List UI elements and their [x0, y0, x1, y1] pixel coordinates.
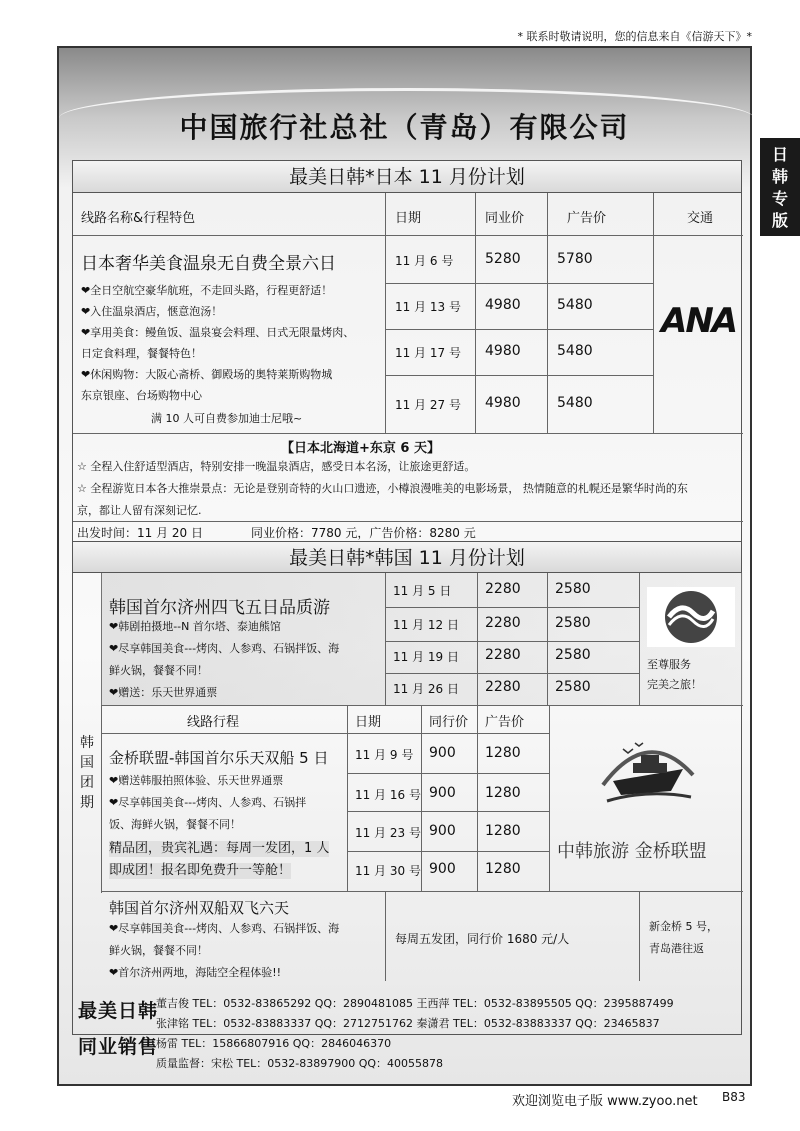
ship-line: 新金桥 5 号，	[649, 920, 718, 933]
divider	[385, 283, 653, 284]
side-tab-char: 版	[771, 211, 788, 230]
divider	[385, 193, 386, 433]
date-cell: 11 月 27 号	[395, 398, 461, 412]
divider	[477, 705, 478, 891]
divider	[347, 811, 549, 812]
divider	[385, 375, 653, 376]
divider	[549, 705, 550, 891]
side-label-char: 国	[80, 755, 94, 771]
hokkaido-price: 同业价格：7780 元，广告价格：8280 元	[251, 526, 476, 540]
top-note: * 联系时敬请说明，您的信息来自《信游天下》*	[517, 30, 752, 43]
divider	[347, 705, 348, 891]
feature-line: ❤全日空航空豪华航班，不走回头路，行程更舒适！	[81, 284, 333, 297]
ad-price-cell: 2580	[555, 615, 591, 631]
date-cell: 11 月 30 号	[355, 864, 421, 878]
date-cell: 11 月 17 号	[395, 346, 461, 360]
company-title: 中国旅行社总社（青岛）有限公司	[179, 111, 630, 144]
side-tab-char: 日	[771, 145, 788, 164]
cruise-ship-icon	[593, 735, 703, 815]
contacts	[156, 994, 674, 1074]
peer-price-cell: 900	[429, 861, 456, 877]
peer-price-cell: 900	[429, 785, 456, 801]
promo-line: 即成团！报名即免费升一等舱！	[109, 863, 292, 878]
feature-line: ❤入住温泉酒店，惬意泡汤！	[81, 305, 223, 318]
ad-price-cell: 1280	[485, 823, 521, 839]
side-label-char: 期	[80, 795, 94, 811]
divider	[639, 891, 640, 981]
alliance-logo-text: 中韩旅游 金桥联盟	[557, 841, 707, 862]
korea-logo-icon	[647, 587, 735, 647]
japan-tour-name: 日本奢华美食温泉无自费全景六日	[81, 254, 336, 274]
peer-price-cell: 900	[429, 823, 456, 839]
contact-line: 张津铭 TEL：0532-83883337 QQ：2712751762 秦潇君 TEL：0532-83883337 QQ：23465837	[156, 1017, 660, 1030]
date-cell: 11 月 6 号	[395, 254, 454, 268]
ad-price-cell: 5480	[557, 297, 593, 313]
ad-price-cell: 5480	[557, 395, 593, 411]
feature-line: 东京银座、台场购物中心	[81, 389, 202, 402]
divider	[639, 573, 640, 705]
korea-side-label	[80, 733, 96, 813]
header-peer-price: 同业价	[485, 211, 525, 226]
hokkaido-title: 【日本北海道+东京 6 天】	[281, 441, 440, 456]
divider	[73, 433, 743, 434]
date-cell: 11 月 9 号	[355, 748, 414, 762]
divider	[477, 573, 478, 705]
feature-line: ❤赠送：乐天世界通票	[109, 686, 218, 699]
divider	[421, 705, 422, 891]
ad-price-cell: 5780	[557, 251, 593, 267]
ad-price-cell: 2580	[555, 679, 591, 695]
page-number: B83	[722, 1090, 746, 1104]
tour3-price: 每周五发团，同行价 1680 元/人	[395, 932, 570, 946]
content-box	[72, 160, 742, 1035]
divider	[385, 329, 653, 330]
divider	[73, 235, 743, 236]
header-transport: 交通	[687, 211, 714, 226]
ship-line: 青岛港往返	[649, 942, 704, 955]
ad-price-cell: 2580	[555, 581, 591, 597]
service-line: 完美之旅！	[647, 678, 702, 691]
feature-line: 鲜火锅，餐餐不同！	[109, 944, 208, 957]
hokkaido-depart: 出发时间：11 月 20 日	[77, 526, 203, 540]
contact-line: 董吉俊 TEL：0532-83865292 QQ：2890481085 王西萍 TEL：0532-83895505 QQ：2395887499	[156, 997, 674, 1010]
header-date: 日期	[395, 211, 422, 226]
japan-section-title: 最美日韩*日本 11 月份计划	[73, 161, 741, 193]
divider	[385, 891, 386, 981]
ad-price-cell: 1280	[485, 745, 521, 761]
divider	[475, 193, 476, 433]
divider	[73, 521, 743, 522]
ad-price-cell: 1280	[485, 861, 521, 877]
divider	[101, 733, 549, 734]
feature-line: ❤休闲购物：大阪心斋桥、御殿场的奥特莱斯购物城	[81, 368, 333, 381]
peer-price-cell: 2280	[485, 647, 521, 663]
divider	[347, 851, 549, 852]
divider	[101, 891, 743, 892]
feature-line: ❤享用美食：鳗鱼饭、温泉宴会料理、日式无限量烤肉、	[81, 326, 355, 339]
feature-line: ❤赠送韩服拍照体验、乐天世界通票	[109, 774, 284, 787]
divider	[347, 773, 549, 774]
contact-line: 质量监督：宋松 TEL：0532-83897900 QQ：40055878	[156, 1057, 444, 1070]
peer-price-cell: 900	[429, 745, 456, 761]
side-tab-char: 专	[771, 189, 788, 208]
feature-line: 鲜火锅，餐餐不同！	[109, 664, 208, 677]
korea-section-title: 最美日韩*韩国 11 月份计划	[73, 541, 741, 573]
header-ad-price: 广告价	[485, 715, 525, 730]
divider	[385, 641, 639, 642]
hokkaido-line: ☆ 全程入住舒适型酒店，特别安排一晚温泉酒店，感受日本名汤，让旅途更舒适。	[77, 460, 476, 473]
peer-price-cell: 2280	[485, 679, 521, 695]
date-cell: 11 月 13 号	[395, 300, 461, 314]
side-tab	[760, 138, 800, 236]
divider	[385, 673, 639, 674]
divider	[547, 193, 548, 433]
footer-welcome: 欢迎浏览电子版 www.zyoo.net	[512, 1094, 698, 1109]
peer-price-cell: 4980	[485, 343, 521, 359]
side-label-char: 韩	[80, 735, 94, 751]
ad-price-cell: 2580	[555, 647, 591, 663]
hokkaido-line: 京，都让人留有深刻记忆.	[77, 504, 202, 517]
korea-tour2-name: 金桥联盟-韩国首尔乐天双船 5 日	[109, 749, 329, 767]
peer-price-cell: 4980	[485, 297, 521, 313]
date-cell: 11 月 19 日	[393, 650, 459, 664]
divider	[101, 705, 743, 706]
feature-line: ❤尽享韩国美食---烤肉、人参鸡、石锅拌	[109, 796, 307, 809]
promo-line: 精品团，贵宾礼遇：每周一发团，1 人	[109, 841, 330, 856]
sales-label	[78, 993, 158, 1065]
ad-price-cell: 5480	[557, 343, 593, 359]
ad-price-cell: 1280	[485, 785, 521, 801]
korea-tour1-name: 韩国首尔济州四飞五日品质游	[109, 598, 330, 618]
service-line: 至尊服务	[647, 658, 691, 671]
divider	[385, 573, 386, 705]
header-route: 线路名称&行程特色	[81, 211, 196, 226]
date-cell: 11 月 26 日	[393, 682, 459, 696]
sales-label-line: 最美日韩	[78, 1000, 159, 1022]
feature-line: ❤尽享韩国美食---烤肉、人参鸡、石锅拌饭、海	[109, 922, 340, 935]
feature-line: ❤尽享韩国美食---烤肉、人参鸡、石锅拌饭、海	[109, 642, 340, 655]
korea-tour3-name: 韩国首尔济州双船双飞六天	[109, 899, 290, 917]
date-cell: 11 月 16 号	[355, 788, 421, 802]
ana-logo: ANA	[661, 301, 737, 341]
feature-line: 饭、海鲜火锅，餐餐不同！	[109, 818, 241, 831]
feature-line: ❤韩剧拍摄地--N 首尔塔、泰迪熊馆	[109, 620, 281, 633]
date-cell: 11 月 5 日	[393, 584, 452, 598]
header-route: 线路行程	[187, 715, 240, 730]
hokkaido-line: ☆ 全程游览日本各大推崇景点：无论是登别奇特的火山口遗迹，小樽浪漫唯美的电影场景， 热情随意的札幌还是繁华时尚的东	[77, 482, 688, 495]
header-ad-price: 广告价	[567, 211, 607, 226]
divider	[385, 607, 639, 608]
peer-price-cell: 2280	[485, 615, 521, 631]
side-tab-char: 韩	[771, 167, 788, 186]
sales-label-line: 同业销售	[78, 1036, 159, 1058]
peer-price-cell: 2280	[485, 581, 521, 597]
feature-line: 日定食料理，餐餐特色！	[81, 347, 202, 360]
header-peer-price: 同行价	[429, 715, 469, 730]
contact-line: 杨雷 TEL：15866807916 QQ：2846046370	[156, 1037, 392, 1050]
peer-price-cell: 5280	[485, 251, 521, 267]
date-cell: 11 月 23 号	[355, 826, 421, 840]
date-cell: 11 月 12 日	[393, 618, 459, 632]
feature-line: ❤首尔济州两地，海陆空全程体验!!	[109, 966, 282, 979]
divider	[653, 193, 654, 433]
peer-price-cell: 4980	[485, 395, 521, 411]
side-label-char: 团	[80, 775, 94, 791]
header-date: 日期	[355, 715, 382, 730]
feature-line: 满 10 人可自费参加迪士尼哦~	[151, 412, 303, 425]
divider	[547, 573, 548, 705]
